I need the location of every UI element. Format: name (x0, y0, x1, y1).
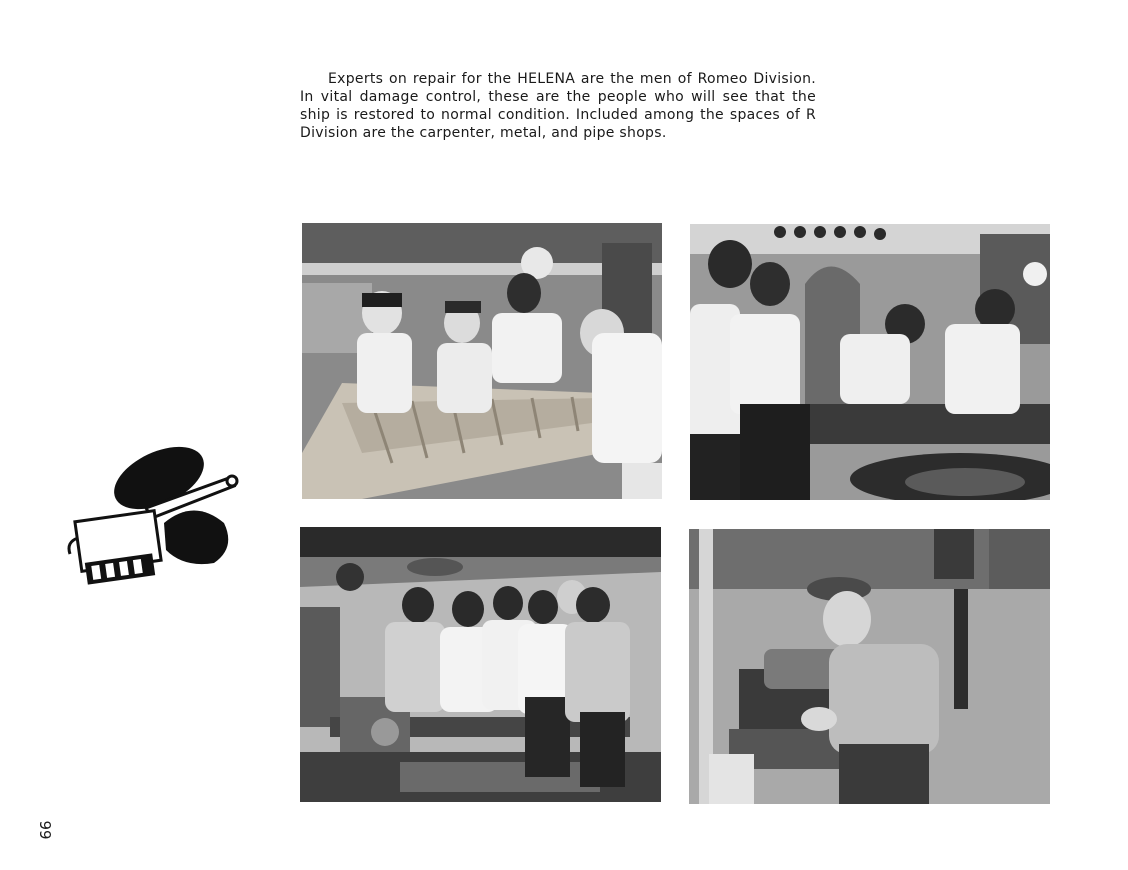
photo-carpenter-shop (302, 223, 662, 499)
photo-lathe-group (300, 527, 661, 802)
photo-metal-shop (690, 224, 1050, 500)
cartoon-illustration (64, 438, 239, 590)
page-number: 99 (36, 820, 54, 840)
page-caption: Experts on repair for the HELENA are the men of Romeo Division. In vital damage control, these are the people who will see that the ship is restored to normal condition. Included among the spaces of R Division are the carpenter, metal, and pipe shops. (300, 71, 816, 141)
photo-pipe-shop (689, 529, 1050, 804)
